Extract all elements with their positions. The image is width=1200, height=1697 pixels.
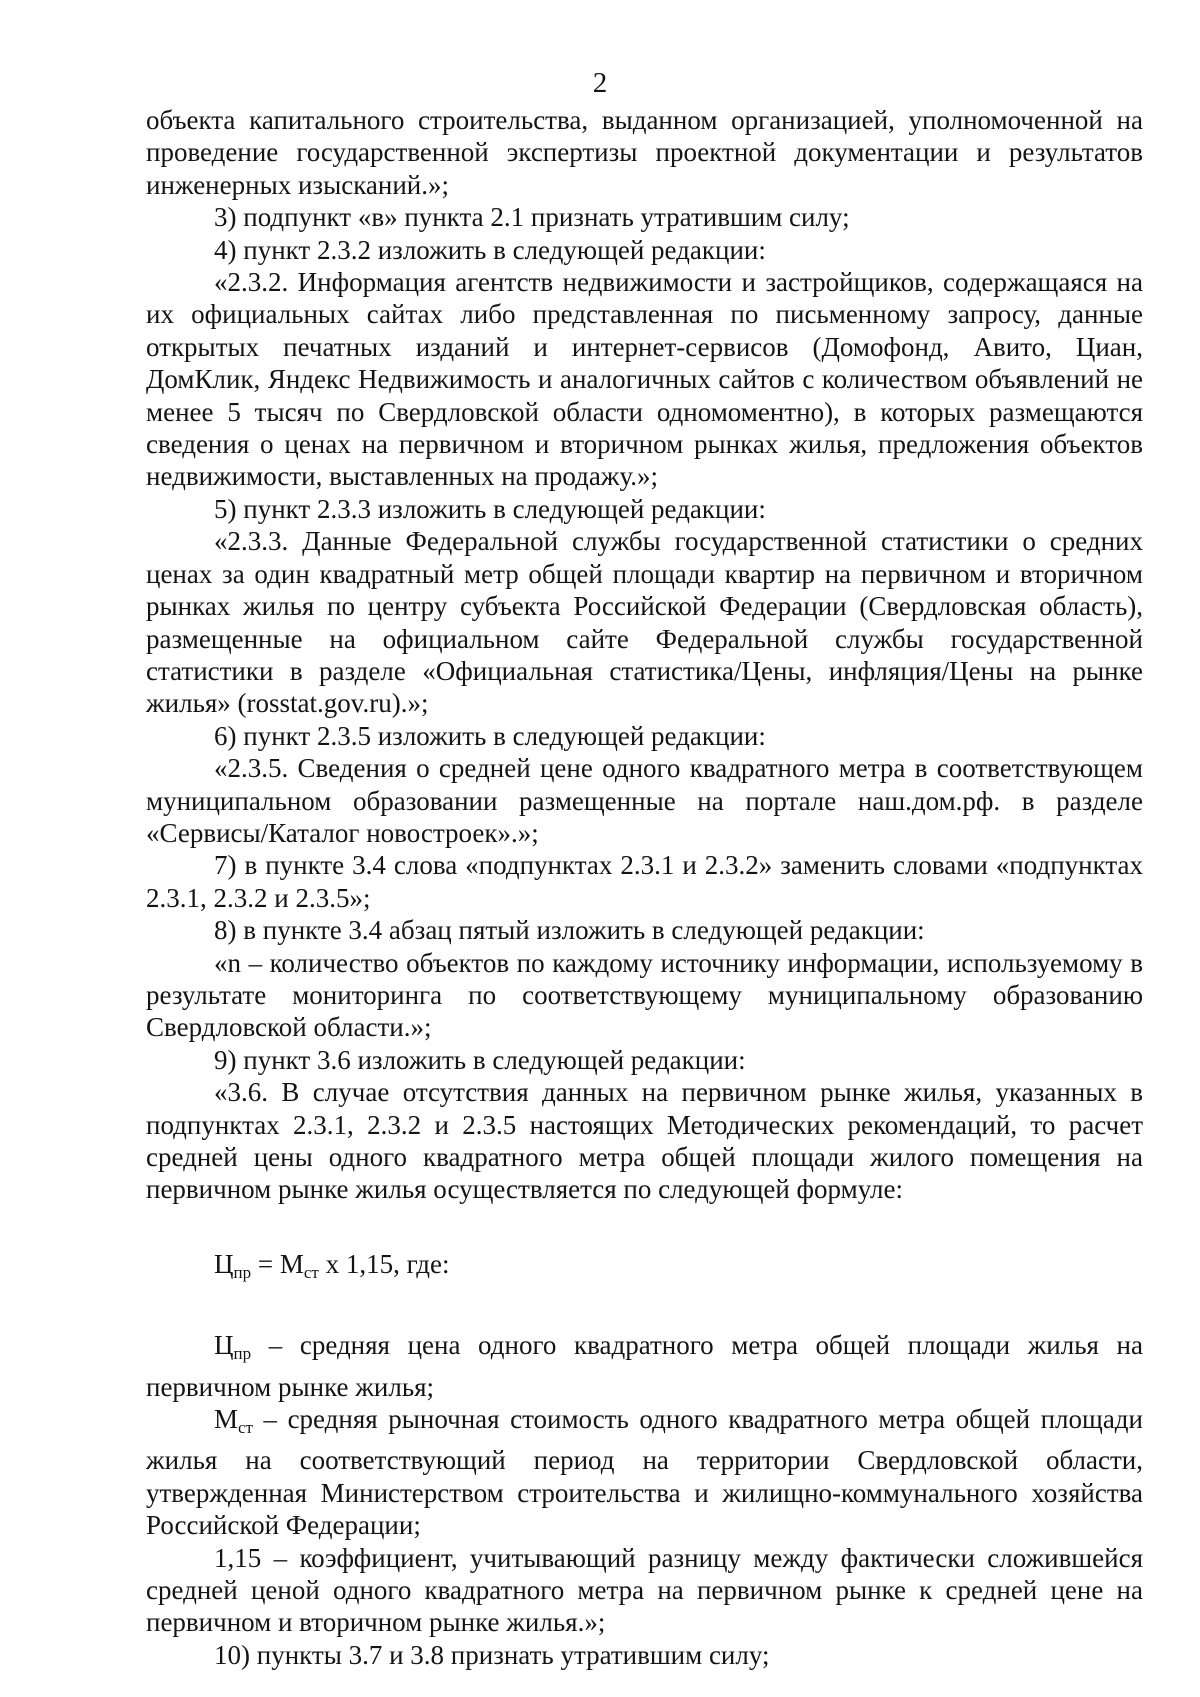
paragraph-3-6-text: «3.6. В случае отсутствия данных на первичном рынке жилья, указанных в подпунктах 2.3.1, 2.3.2 и 2.3.5 настоящих Методических рекомендаций, то расчет средней цены одного квадратного метра общей площади жилого помещения на первичном рынке жилья осуществляется по следующей формуле:: [146, 1077, 1143, 1205]
mst-symbol: М: [214, 1404, 239, 1435]
definition-coefficient: 1,15 – коэффициент, учитывающий разницу между фактически сложившейся средней ценой одного квадратного метра на первичном рынке к средней цене на первичном и вторичном рынке жилья.»;: [146, 1542, 1143, 1638]
paragraph-n-definition: «n – количество объектов по каждому источнику информации, используемому в результате мониторинга по соответствующему муниципальному образованию Свердловской области.»;: [146, 947, 1143, 1043]
formula-rhs: х 1,15, где:: [318, 1248, 450, 1279]
mst-subscript: ст: [238, 1418, 253, 1438]
paragraph-item-9: 9) пункт 3.6 изложить в следующей редакции:: [214, 1044, 746, 1075]
mst-text: – средняя рыночная стоимость одного квадратного метра общей площади жилья на соответствующий период на территории Свердловской области, утвержденная Министерством строительства и жилищно-коммунального хозяйства Российской Федерации;: [146, 1404, 1143, 1541]
definition-mst: [146, 1403, 1143, 1542]
page-number: 2: [592, 67, 608, 99]
paragraph-continuation: объекта капитального строительства, выданном организацией, уполномоченной на проведение государственной экспертизы проектной документации и результатов инженерных изысканий.»;: [146, 105, 1143, 200]
document-body: [146, 104, 1143, 1671]
cpr-text: – средняя цена одного квадратного метра общей площади жилья на первичном рынке жилья;: [146, 1330, 1143, 1402]
paragraph-item-4: 4) пункт 2.3.2 изложить в следующей редакции:: [214, 234, 766, 265]
paragraph-item-5: 5) пункт 2.3.3 изложить в следующей редакции:: [214, 493, 766, 524]
paragraph-2-3-2-text: «2.3.2. Информация агентств недвижимости и застройщиков, содержащаяся на их официальных сайтах либо представленная по письменному запросу, данные открытых печатных изданий и интернет-сервисов (Домофонд, Авито, Циан, ДомКлик, Яндекс Недвижимость и аналогичных сайтов с количеством объявлений не менее 5 тысяч по Свердловской области одномоментно), в которых размещаются сведения о ценах на первичном и вторичном рынках жилья, предложения объектов недвижимости, выставленных на продажу.»;: [146, 267, 1143, 492]
formula-m-subscript: ст: [303, 1262, 319, 1282]
paragraph-item-3: 3) подпункт «в» пункта 2.1 признать утратившим силу;: [214, 202, 850, 233]
formula: [146, 1248, 1143, 1289]
formula-eq: = М: [251, 1248, 304, 1279]
cpr-subscript: пр: [233, 1344, 252, 1364]
paragraph-item-10: 10) пункты 3.7 и 3.8 признать утратившим силу;: [214, 1639, 770, 1670]
formula-lhs-subscript: пр: [233, 1262, 252, 1282]
definition-cpr: [146, 1329, 1143, 1403]
formula-lhs: Ц: [214, 1248, 234, 1279]
paragraph-item-6: 6) пункт 2.3.5 изложить в следующей редакции:: [214, 720, 766, 751]
paragraph-item-7: 7) в пункте 3.4 слова «подпунктах 2.3.1 и 2.3.2» заменить словами «подпунктах 2.3.1, 2.3.2 и 2.3.5»;: [146, 850, 1143, 913]
paragraph-item-8: 8) в пункте 3.4 абзац пятый изложить в следующей редакции:: [214, 915, 925, 946]
cpr-symbol: Ц: [214, 1330, 234, 1361]
paragraph-2-3-3-text: «2.3.3. Данные Федеральной службы государственной статистики о средних ценах за один квадратный метр общей площади квартир на первичном и вторичном рынках жилья по центру субъекта Российской Федерации (Свердловская область), размещенные на официальном сайте Федеральной службы государственной статистики в разделе «Официальная статистика/Цены, инфляция/Цены на рынке жилья» (rosstat.gov.ru).»;: [146, 526, 1143, 719]
paragraph-2-3-5-text: «2.3.5. Сведения о средней цене одного квадратного метра в соответствующем муниципальном образовании размещенные на портале наш.дом.рф. в разделе «Сервисы/Каталог новостроек».»;: [146, 753, 1143, 848]
